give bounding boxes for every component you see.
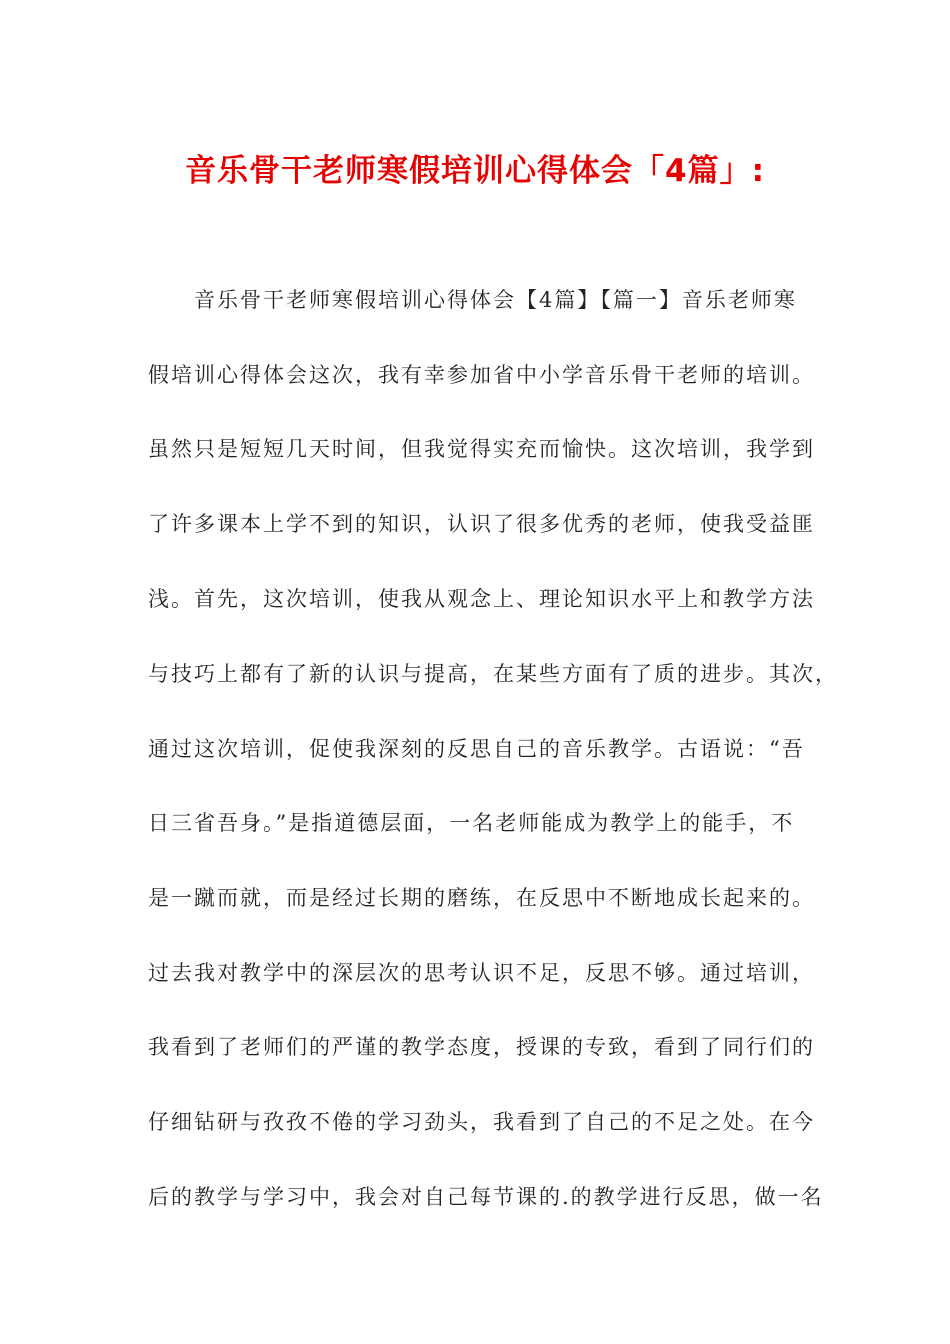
body-line: 通过这次培训，促使我深刻的反思自己的音乐教学。古语说：“吾: [148, 737, 805, 761]
body-line: 日三省吾身。”是指道德层面，一名老师能成为教学上的能手，不: [148, 811, 795, 835]
body-line: 假培训心得体会这次，我有幸参加省中小学音乐骨干老师的培训。: [148, 363, 815, 387]
body-line: 与技巧上都有了新的认识与提高，在某些方面有了质的进步。其次，: [148, 662, 838, 686]
body-line: 虽然只是短短几天时间，但我觉得实充而愉快。这次培训，我学到: [148, 437, 815, 461]
body-line: 我看到了老师们的严谨的教学态度，授课的专致，看到了同行们的: [148, 1035, 815, 1059]
body-line: 后的教学与学习中，我会对自己每节课的.的教学进行反思，做一名: [148, 1185, 824, 1209]
body-line: 浅。首先，这次培训，使我从观念上、理论知识水平上和教学方法: [148, 587, 815, 611]
body-line: 过去我对教学中的深层次的思考认识不足，反思不够。通过培训，: [148, 961, 815, 985]
body-line: 了许多课本上学不到的知识，认识了很多优秀的老师，使我受益匪: [148, 512, 815, 536]
document-title: 音乐骨干老师寒假培训心得体会「4篇」:: [185, 153, 765, 189]
body-line: 是一蹴而就，而是经过长期的磨练，在反思中不断地成长起来的。: [148, 886, 815, 910]
body-line: 仔细钻研与孜孜不倦的学习劲头，我看到了自己的不足之处。在今: [148, 1110, 815, 1134]
body-line: 音乐骨干老师寒假培训心得体会【4篇】【篇一】音乐老师寒: [148, 288, 797, 312]
